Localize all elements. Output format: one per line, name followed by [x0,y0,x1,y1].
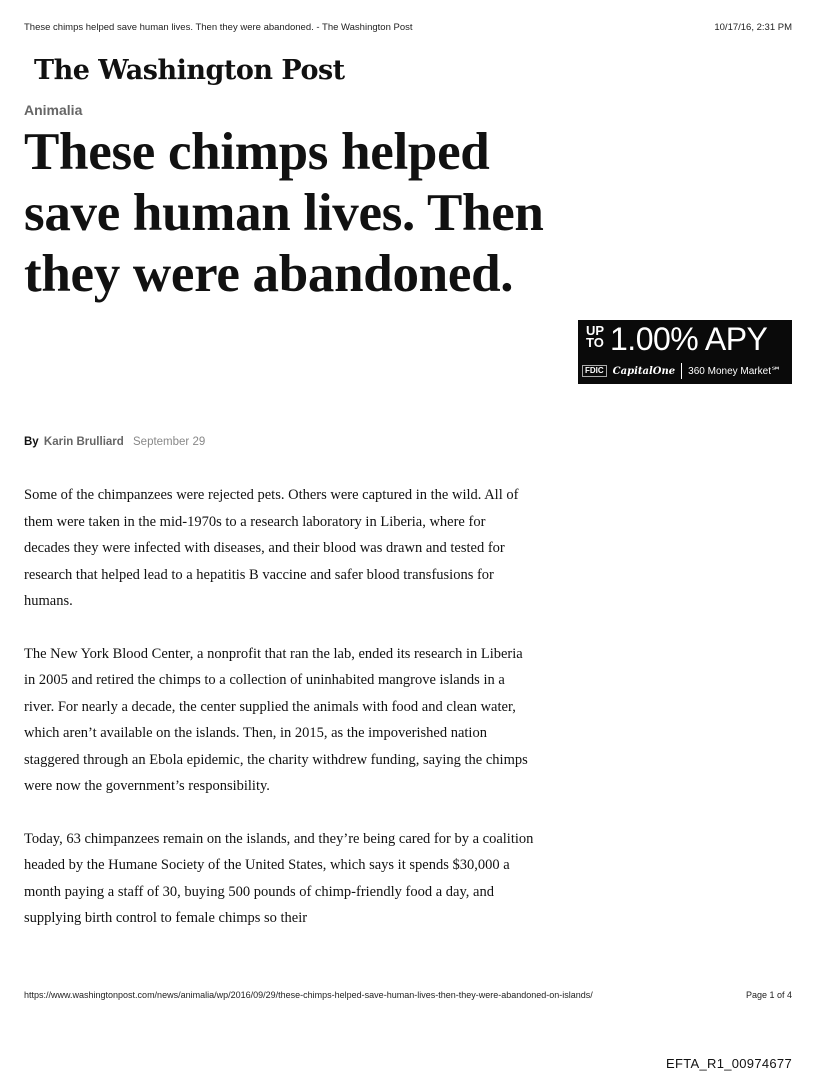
ad-up-to [586,325,606,349]
print-header [24,22,792,33]
bates-number: EFTA_R1_00974677 [666,1056,792,1071]
ad-divider [681,363,682,379]
paragraph: The New York Blood Center, a nonprofit that ran the lab, ended its research in Liberia in 2005 and retired the chimps to a collection of uninhabited mangrove islands in a river. For nearly a decade, the center supplied the animals with food and clean water, which aren’t available on the islands. Then, in 2015, as the impoverished nation staggered through an Ebola epidemic, the charity withdrew funding, saying the chimps were now the government’s responsibility. [24,645,528,794]
paragraph: Some of the chimpanzees were rejected pets. Others were captured in the wild. All of them were taken in the mid-1970s to a research laboratory in Liberia, where for decades they were infected with diseases, and their blood was drawn and tested for research that helped lead to a hepatitis B vaccine and safer blood transfusions for humans. [24,487,519,609]
article-headline: These chimps helped save human lives. Then they were abandoned. [24,123,544,303]
ad-footer [582,362,788,380]
byline [24,436,205,448]
byline-author[interactable]: Karin Brulliard [43,436,124,448]
paragraph: Today, 63 chimpanzees remain on the islands, and they’re being cared for by a coalition headed by the Humane Society of the United States, which says it spends $30,000 a month paying a staff of 30, buying 500 pounds of chimp-friendly food a day, and supplying birth control to female chimps so their [24,830,534,926]
article-body [24,482,534,958]
print-header-title: These chimps helped save human lives. Then they were abandoned. - The Washington Post [24,22,413,33]
masthead-logo[interactable]: The Washington Post [34,55,345,86]
byline-date: September 29 [133,436,206,448]
print-header-datetime: 10/17/16, 2:31 PM [714,22,792,33]
advertisement-banner[interactable] [578,320,792,384]
capital-one-logo: CapitalOne [612,365,676,377]
ad-rate: 1.00% APY [610,321,768,357]
print-footer-url: https://www.washingtonpost.com/news/animalia/wp/2016/09/29/these-chimps-helped-save-human-lives-then-they-were-abandoned-on-islands/ [24,990,593,1000]
print-footer [24,990,792,1000]
ad-product: 360 Money Market℠ [688,365,782,377]
ad-up-to-line2: TO [586,335,604,350]
ad-up-to-line1: UP [586,323,605,338]
print-footer-page: Page 1 of 4 [745,990,792,1000]
byline-by: By [24,436,39,448]
fdic-logo: FDIC [582,365,607,377]
section-kicker[interactable]: Animalia [24,102,83,118]
